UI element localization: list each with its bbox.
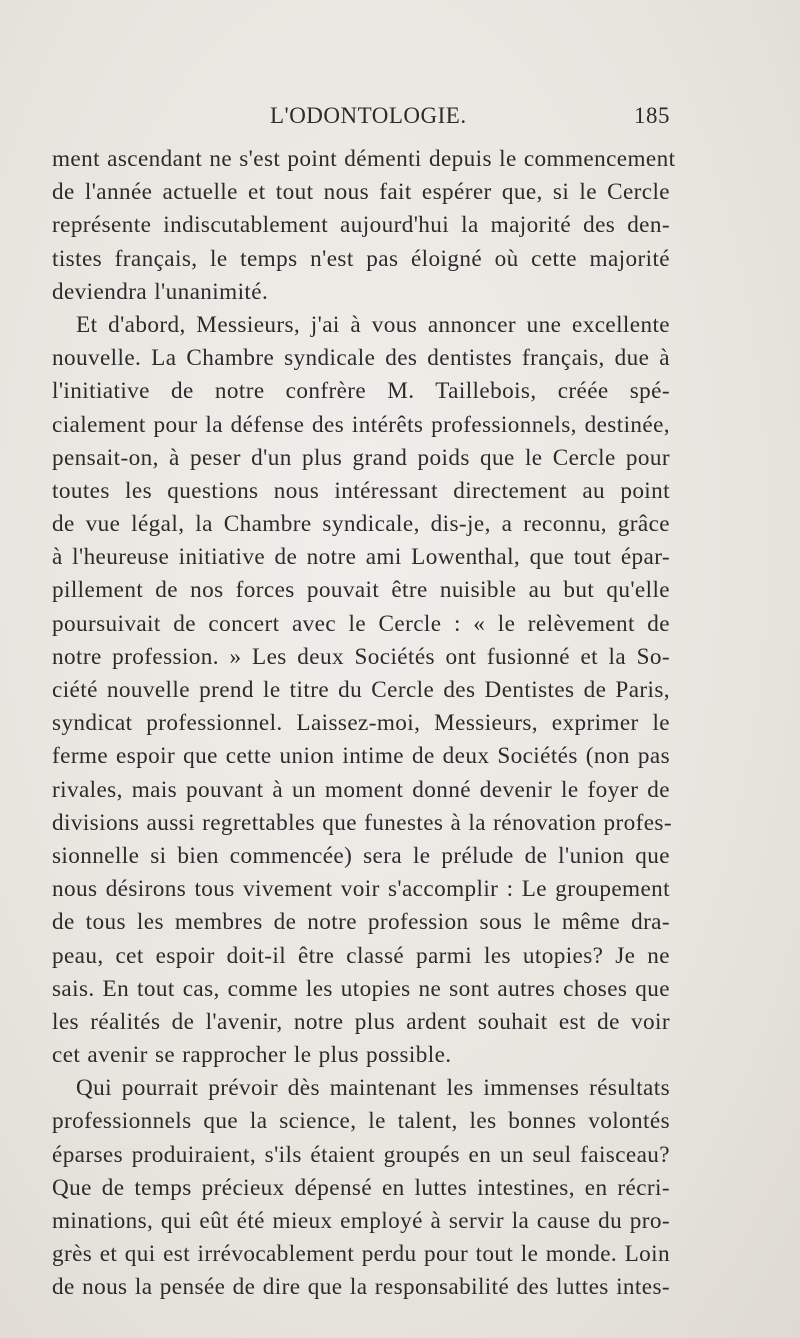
page-number: 185 xyxy=(634,103,670,128)
text-line: pillement de nos forces pouvait être nuisible au but qu'elle xyxy=(52,577,670,604)
text-line: poursuivait de concert avec le Cercle : « le relèvement de xyxy=(52,610,670,637)
text-line: cet avenir se rapprocher le plus possible. xyxy=(52,1042,452,1069)
text-line: pensait-on, à peser d'un plus grand poids que le Cercle pour xyxy=(52,444,670,471)
text-line: divisions aussi regrettables que funestes à la rénovation profes- xyxy=(52,809,672,836)
text-line: ment ascendant ne s'est point démenti depuis le commencement xyxy=(52,146,676,172)
text-line: sionnelle si bien commencée) sera le prélude de l'union que xyxy=(52,842,670,869)
text-line: peau, cet espoir doit-il être classé parmi les utopies? Je ne xyxy=(52,942,670,969)
text-line: toutes les questions nous intéressant directement au point xyxy=(52,477,670,504)
text-line: les réalités de l'avenir, notre plus ardent souhait est de voir xyxy=(52,1008,670,1035)
paragraph-start-line: Qui pourrait prévoir dès maintenant les immenses résultats xyxy=(76,1075,670,1102)
text-line: éparses produiraient, s'ils étaient groupés en un seul faisceau? xyxy=(52,1141,670,1168)
running-head xyxy=(52,103,670,133)
text-line: deviendra l'unanimité. xyxy=(52,278,269,305)
text-line: représente indiscutablement aujourd'hui la majorité des den- xyxy=(52,212,670,239)
text-line: minations, qui eût été mieux employé à servir la cause du pro- xyxy=(52,1208,670,1234)
text-line: de nous la pensée de dire que la responsabilité des luttes intes- xyxy=(52,1274,670,1301)
text-line: l'initiative de notre confrère M. Taillebois, créée spé- xyxy=(52,378,670,405)
text-line: ferme espoir que cette union intime de deux Sociétés (non pas xyxy=(52,743,670,770)
text-line: de tous les membres de notre profession sous le même dra- xyxy=(52,909,670,936)
text-line: sais. En tout cas, comme les utopies ne sont autres choses que xyxy=(52,975,670,1002)
text-line: cialement pour la défense des intérêts professionnels, destinée, xyxy=(52,411,670,438)
running-title: L'ODONTOLOGIE. xyxy=(270,103,467,128)
text-line: nous désirons tous vivement voir s'accomplir : Le groupement xyxy=(52,876,670,903)
text-line: rivales, mais pouvant à un moment donné devenir le foyer de xyxy=(52,776,670,803)
text-line: nouvelle. La Chambre syndicale des dentistes français, due à xyxy=(52,345,670,372)
text-line: de vue légal, la Chambre syndicale, dis-je, a reconnu, grâce xyxy=(52,511,670,538)
text-line: de l'année actuelle et tout nous fait espérer que, si le Cercle xyxy=(52,179,670,206)
text-line: tistes français, le temps n'est pas éloigné où cette majorité xyxy=(52,245,670,272)
text-line: à l'heureuse initiative de notre ami Lowenthal, que tout épar- xyxy=(52,544,670,571)
text-line: ciété nouvelle prend le titre du Cercle des Dentistes de Paris, xyxy=(52,677,670,703)
body-text xyxy=(52,143,676,1305)
text-line: syndicat professionnel. Laissez-moi, Messieurs, exprimer le xyxy=(52,710,670,737)
text-line: Que de temps précieux dépensé en luttes intestines, en récri- xyxy=(52,1174,670,1201)
text-line: notre profession. » Les deux Sociétés ont fusionné et la So- xyxy=(52,643,670,670)
text-line: professionnels que la science, le talent, les bonnes volontés xyxy=(52,1108,670,1135)
text-line: grès et qui est irrévocablement perdu pour tout le monde. Loin xyxy=(52,1241,670,1268)
paragraph-start-line: Et d'abord, Messieurs, j'ai à vous annoncer une excellente xyxy=(76,311,670,338)
